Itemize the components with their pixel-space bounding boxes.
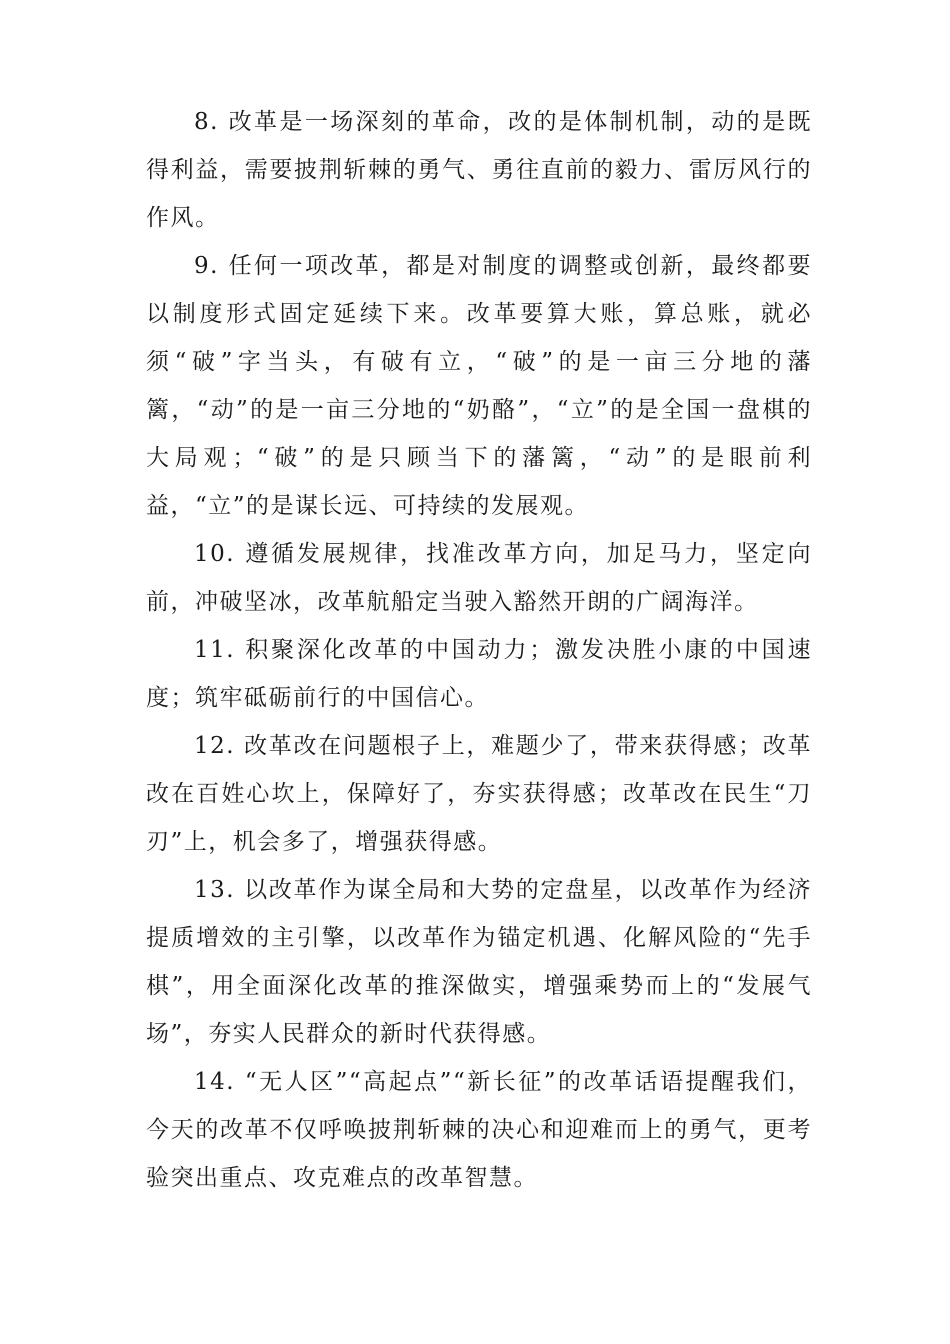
paragraph-10: 10. 遵循发展规律，找准改革方向，加足马力，坚定向前，冲破坚冰，改革航船定当驶入豁然开朗的广阔海洋。	[146, 541, 812, 615]
paragraph-11: 11. 积聚深化改革的中国动力；激发决胜小康的中国速度；筑牢砥砺前行的中国信心。	[146, 637, 812, 711]
paragraph-12: 12. 改革改在问题根子上，难题少了，带来获得感；改革改在百姓心坎上，保障好了，夯实获得感；改革改在民生“刀刃”上，机会多了，增强获得感。	[146, 733, 812, 855]
paragraph-8: 8. 改革是一场深刻的革命，改的是体制机制，动的是既得利益，需要披荆斩棘的勇气、勇往直前的毅力、雷厉风行的作风。	[146, 109, 812, 231]
paragraph-14: 14. “无人区”“高起点”“新长征”的改革话语提醒我们，今天的改革不仅呼唤披荆斩棘的决心和迎难而上的勇气，更考验突出重点、攻克难点的改革智慧。	[146, 1069, 812, 1191]
paragraph-13: 13. 以改革作为谋全局和大势的定盘星，以改革作为经济提质增效的主引擎，以改革作为锚定机遇、化解风险的“先手棋”，用全面深化改革的推深做实，增强乘势而上的“发展气场”，夯实人民群众的新时代获得感。	[146, 877, 812, 1047]
document-body	[146, 98, 812, 1202]
paragraph-9: 9. 任何一项改革，都是对制度的调整或创新，最终都要以制度形式固定延续下来。改革要算大账，算总账，就必须“破”字当头，有破有立，“破”的是一亩三分地的藩篱，“动”的是一亩三分地的“奶酪”，“立”的是全国一盘棋的大局观；“破”的是只顾当下的藩篱，“动”的是眼前利益，“立”的是谋长远、可持续的发展观。	[146, 253, 812, 519]
